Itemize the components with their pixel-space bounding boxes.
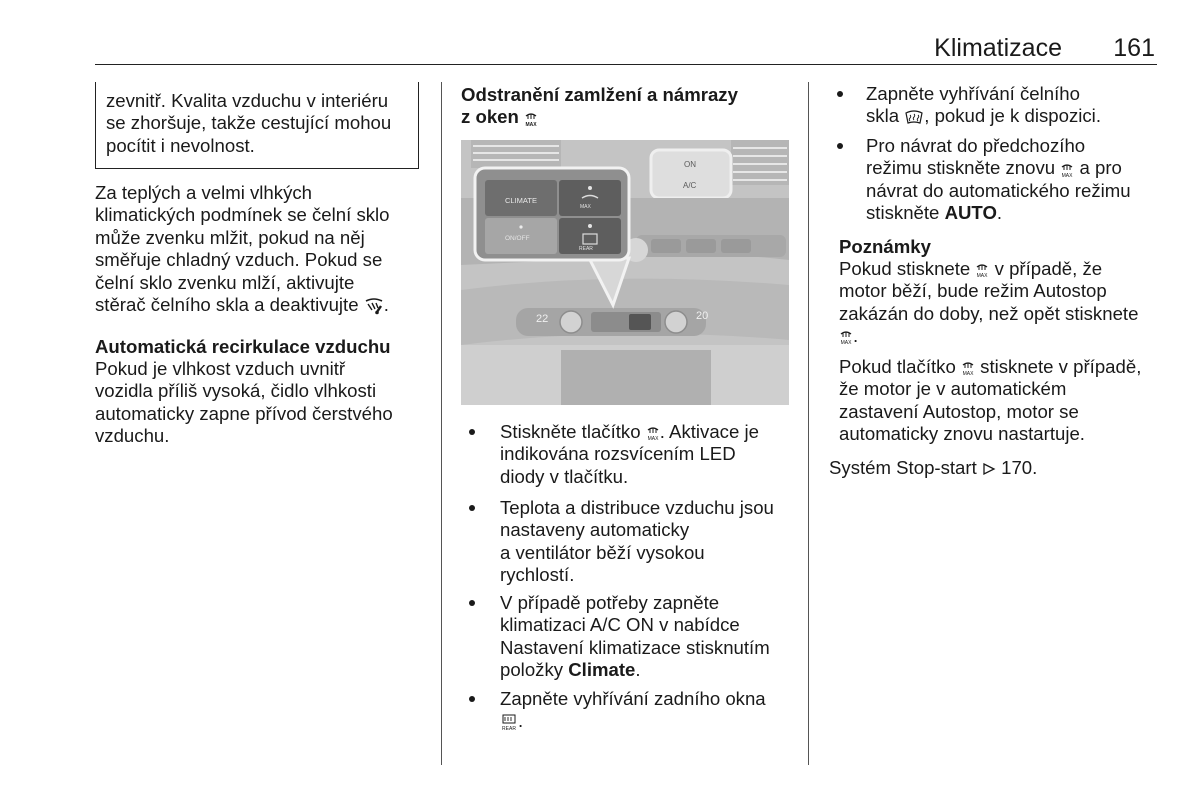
page-number: 161 (1113, 34, 1155, 62)
ac-label: A/C (683, 181, 697, 190)
chapter-title: Klimatizace (934, 34, 1062, 62)
bullet-dot (469, 429, 475, 435)
max-defrost-icon (646, 425, 660, 441)
list-item (500, 592, 800, 682)
text-line: vozidla příliš vysoká, čidlo vlhkosti (95, 380, 377, 402)
text-line: položky Climate. (500, 659, 641, 681)
onoff-button-label: ON/OFF (505, 235, 530, 242)
bullet-dot (837, 143, 843, 149)
text-line: režimu stiskněte znovu MAX a pro (866, 157, 1122, 179)
text-line: MAX . (840, 325, 859, 347)
temp-left-label: 22 (536, 313, 549, 325)
heading-line: Odstranění zamlžení a námrazy (461, 84, 738, 105)
cross-reference (829, 457, 1169, 479)
climate-panel-illustration (461, 140, 789, 405)
cross-reference-page[interactable]: 170. (1001, 457, 1038, 478)
max-defrost-icon (524, 111, 538, 127)
text-line: Teplota a distribuce vzduchu jsou (500, 497, 774, 518)
bullet-dot (469, 696, 475, 702)
text-line: nastaveny automaticky (500, 519, 690, 541)
svg-text:MAX: MAX (962, 371, 974, 377)
text-line: stěrač čelního skla a deaktivujte . (95, 294, 389, 316)
column-divider-left (441, 82, 442, 765)
bullet-dot (469, 600, 475, 606)
note-line: pocítit i nevolnost. (106, 134, 255, 156)
text-line: klimatizaci A/C ON v nabídce (500, 614, 740, 636)
max-defrost-icon (975, 262, 989, 278)
text-line: Za teplých a velmi vlhkých (95, 182, 313, 203)
text-line: REAR . (500, 710, 800, 732)
rear-button-label: REAR (579, 246, 593, 252)
text-line: Pokud tlačítko MAX stisknete v případě, (839, 356, 1142, 377)
temp-right-label: 20 (696, 310, 709, 322)
text-line: návrat do automatického režimu (866, 179, 1131, 201)
svg-text:MAX: MAX (840, 340, 852, 346)
column-divider-right (808, 82, 809, 765)
note-line: se zhoršuje, takže cestující mohou (106, 112, 392, 134)
text-line: Pro návrat do předchozího (866, 135, 1086, 156)
text-line: Nastavení klimatizace stisknutím (500, 636, 770, 658)
cross-reference-text: Systém Stop-start (829, 457, 977, 478)
text-line: může zvenku mlžit, pokud na něj (95, 226, 365, 248)
bullet-dot (837, 91, 843, 97)
text-line: směřuje chladný vzduch. Pokud se (95, 249, 383, 271)
max-button-label: MAX (580, 204, 591, 210)
list-item (500, 497, 800, 587)
wiper-icon (364, 297, 384, 315)
rear-window-heat-icon (500, 714, 518, 732)
front-window-heat-icon (904, 110, 924, 126)
text-line: automaticky znovu nastartuje. (839, 423, 1085, 445)
text-line: Stiskněte tlačítko MAX . Aktivace je (500, 421, 759, 442)
heading-auto-recirculation: Automatická recirkulace vzduchu (95, 336, 391, 357)
climate-button-label: CLIMATE (505, 196, 537, 205)
text-line: rychlostí. (500, 564, 575, 586)
page-ref-arrow-icon (982, 462, 996, 476)
text-line: V případě potřeby zapněte (500, 592, 720, 613)
text-line: automaticky zapne přívod čerstvého (95, 402, 393, 424)
paragraph-fogging (95, 182, 425, 316)
text-line: že motor je v automatickém (839, 378, 1067, 400)
text-line: Zapněte vyhřívání zadního okna (500, 688, 766, 709)
section-heading-defrost (461, 84, 781, 129)
text-line: klimatických podmínek se čelní sklo (95, 204, 390, 226)
max-defrost-icon (1060, 162, 1074, 178)
text-line: motor běží, bude režim Autostop (839, 280, 1107, 302)
list-item (500, 421, 800, 488)
paragraph-recirculation (95, 358, 425, 448)
text-line: stiskněte AUTO. (866, 202, 1003, 224)
text-line: zastavení Autostop, motor se (839, 400, 1079, 422)
heading-line: z oken MAX (461, 106, 537, 128)
max-defrost-icon (839, 329, 853, 345)
text-line: indikována rozsvícením LED (500, 443, 736, 465)
warning-note-box (95, 82, 419, 169)
max-defrost-icon (961, 360, 975, 376)
text-line: skla , pokud je k dispozici. (866, 105, 1101, 127)
text-line: a ventilátor běží vysokou (500, 541, 705, 563)
note-line: zevnitř. Kvalita vzduchu v interiéru (106, 90, 389, 111)
text-line: vzduchu. (95, 425, 170, 447)
svg-text:MAX: MAX (1061, 172, 1073, 178)
notes-heading: Poznámky (839, 236, 931, 257)
bullet-dot (469, 505, 475, 511)
dashboard-drawing (461, 140, 789, 405)
text-line: Pokud je vlhkost vzduch uvnitř (95, 358, 346, 379)
svg-text:MAX: MAX (647, 436, 659, 442)
notes-paragraph-2 (839, 356, 1169, 446)
notes-paragraph-1 (839, 258, 1169, 348)
page-header (95, 30, 1157, 65)
ac-on-label: ON (684, 160, 696, 169)
svg-text:MAX: MAX (977, 273, 988, 279)
svg-text:MAX: MAX (525, 121, 537, 127)
list-item (866, 83, 1166, 128)
svg-text:REAR: REAR (502, 725, 516, 732)
text-line: Zapněte vyhřívání čelního (866, 83, 1080, 104)
text-line: diody v tlačítku. (500, 465, 629, 487)
list-item (866, 135, 1166, 225)
text-line: Pokud stisknete MAX v případě, že (839, 258, 1103, 279)
text-line: zakázán do doby, než opět stisknete (839, 302, 1139, 324)
list-item (500, 688, 800, 733)
text-line: čelní sklo zvenku mlží, aktivujte (95, 271, 355, 293)
